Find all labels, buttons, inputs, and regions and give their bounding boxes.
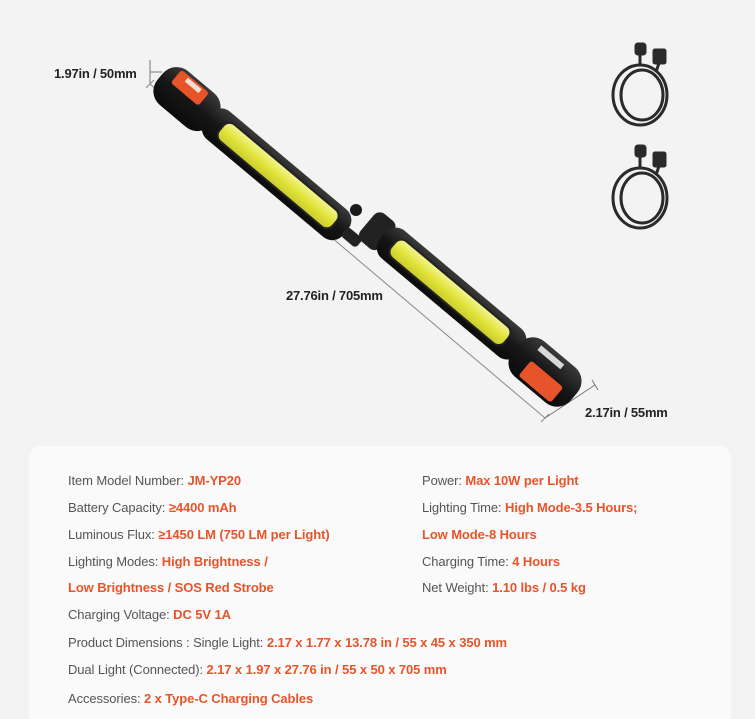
usb-type-c-cable-icon (613, 146, 667, 228)
spec-net-weight: Net Weight: 1.10 lbs / 0.5 kg (422, 580, 586, 595)
spec-lighting-time-cont: Low Mode-8 Hours (422, 527, 537, 542)
upper-work-light (146, 60, 373, 261)
spec-accessories: Accessories: 2 x Type-C Charging Cables (68, 691, 314, 706)
spec-card (29, 446, 731, 719)
spec-dual-dimensions: Dual Light (Connected): 2.17 x 1.97 x 27.76 in / 55 x 50 x 705 mm (68, 662, 447, 677)
dimension-head-width: 2.17in / 55mm (585, 405, 668, 420)
spec-charging-voltage: Charging Voltage: DC 5V 1A (68, 607, 231, 622)
usb-type-c-cable-icon (613, 44, 667, 125)
spec-lighting-modes: Lighting Modes: High Brightness / (68, 554, 268, 569)
spec-lighting-time: Lighting Time: High Mode-3.5 Hours; (422, 500, 638, 515)
spec-luminous-flux: Luminous Flux: ≥1450 LM (750 LM per Light) (68, 527, 330, 542)
spec-battery: Battery Capacity: ≥4400 mAh (68, 500, 237, 515)
dimension-total-length: 27.76in / 705mm (286, 288, 383, 303)
light-connector (350, 204, 362, 216)
spec-power: Power: Max 10W per Light (422, 473, 579, 488)
spec-single-dimensions: Product Dimensions : Single Light: 2.17 x 1.77 x 13.78 in / 55 x 45 x 350 mm (68, 635, 508, 650)
dimension-end-diameter: 1.97in / 50mm (54, 66, 137, 81)
spec-model: Item Model Number: JM-YP20 (68, 473, 241, 488)
spec-lighting-modes-cont: Low Brightness / SOS Red Strobe (68, 580, 274, 595)
lower-work-light (352, 205, 588, 414)
spec-charging-time: Charging Time: 4 Hours (422, 554, 560, 569)
